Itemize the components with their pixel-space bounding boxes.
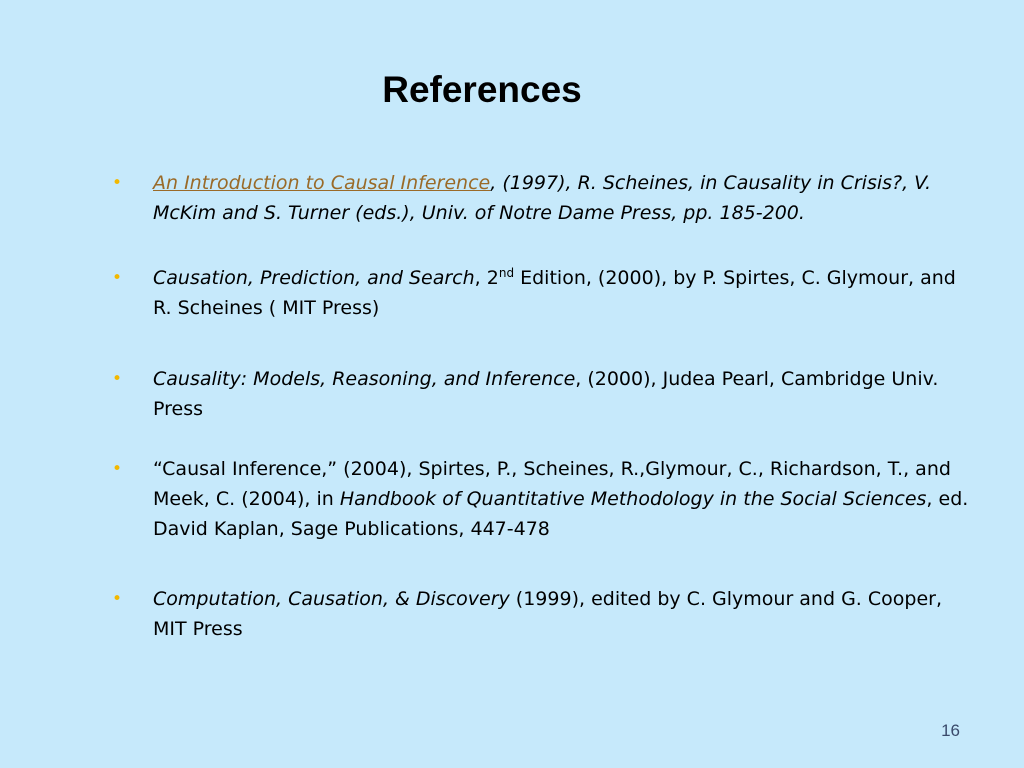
- page-number: 16: [941, 721, 960, 740]
- list-item-reference-4: [112, 454, 972, 544]
- list-item-reference-3: [112, 364, 972, 424]
- reference-details: , ed. David Kaplan, Sage Publications, 447-478: [153, 488, 969, 540]
- list-item-reference-5: [112, 584, 972, 644]
- bullet-icon: •: [112, 173, 123, 193]
- reference-text: [153, 368, 938, 420]
- reference-details: , 2: [474, 267, 499, 289]
- reference-title: Computation, Causation, & Discovery: [153, 588, 510, 610]
- list-item-reference-1: [112, 168, 972, 228]
- bullet-icon: •: [112, 369, 123, 389]
- reference-title: Causality: Models, Reasoning, and Inference: [153, 368, 576, 390]
- reference-details: , (1997), R. Scheines, in Causality in Crisis?, V. McKim and S. Turner (eds.), Univ. of Notre Dame Press, pp. 185-200.: [153, 172, 932, 224]
- reference-text: [153, 588, 942, 640]
- reference-link[interactable]: An Introduction to Causal Inference: [153, 172, 491, 194]
- superscript-ordinal: nd: [498, 266, 515, 280]
- bullet-icon: •: [112, 459, 123, 479]
- reference-details: (1999), edited by C. Glymour and G. Cooper, MIT Press: [153, 588, 942, 640]
- reference-details: “Causal Inference,” (2004), Spirtes, P., Scheines, R.,Glymour, C., Richardson, T., and Meek, C. (2004), in: [153, 458, 951, 510]
- bullet-icon: •: [112, 589, 123, 609]
- bullet-icon: •: [112, 268, 123, 288]
- reference-text: [153, 172, 931, 224]
- reference-details: , (2000), Judea Pearl, Cambridge Univ. Press: [153, 368, 939, 420]
- reference-list: [112, 168, 972, 644]
- reference-title: Handbook of Quantitative Methodology in the Social Sciences: [339, 488, 927, 510]
- reference-details: Edition, (2000), by P. Spirtes, C. Glymour, and R. Scheines ( MIT Press): [153, 267, 956, 319]
- reference-text: [153, 458, 968, 540]
- list-item-reference-2: [112, 263, 972, 323]
- page-title: References: [382, 69, 582, 110]
- reference-title: Causation, Prediction, and Search: [153, 267, 475, 289]
- reference-text: [153, 267, 956, 319]
